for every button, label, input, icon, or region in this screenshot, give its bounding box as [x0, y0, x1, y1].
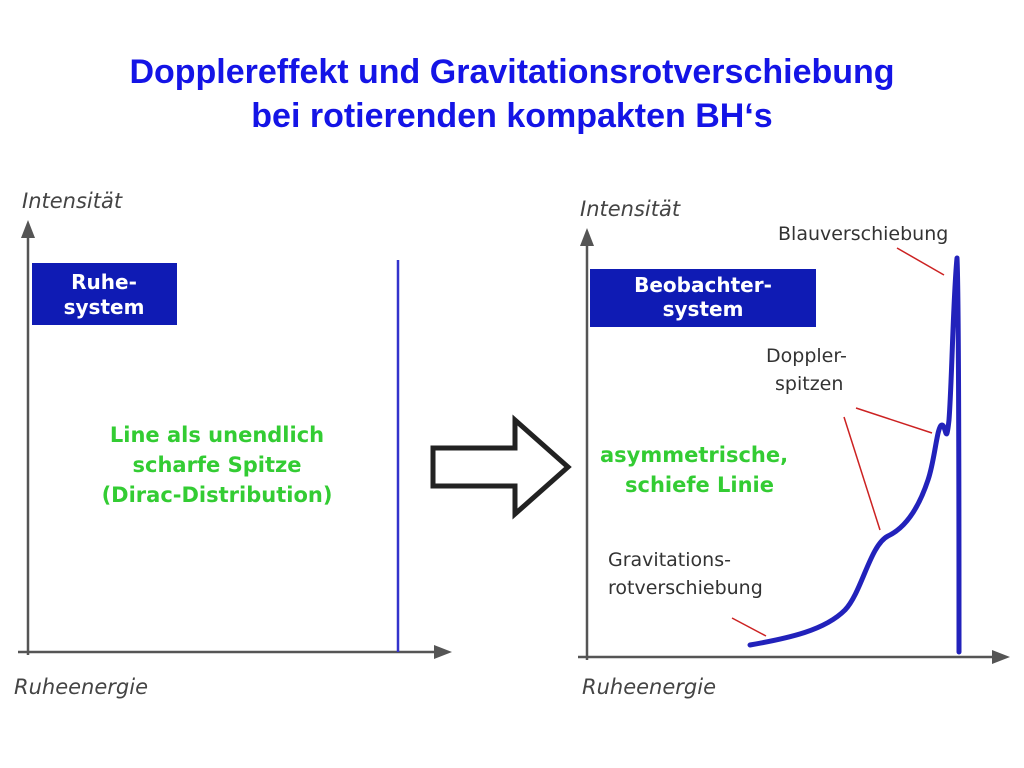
- title-line-1: Dopplereffekt und Gravitationsrotverschiebung: [129, 53, 895, 91]
- title-line-2: bei rotierenden kompakten BH‘s: [251, 97, 773, 135]
- right-x-arrowhead: [992, 650, 1010, 664]
- dirac-note-line-1: Line als unendlich: [109, 423, 325, 447]
- green-note-line-2: schiefe Linie: [625, 473, 774, 497]
- label-grav-2: rotverschiebung: [608, 577, 763, 599]
- dirac-note-line-3: (Dirac-Distribution): [101, 483, 333, 507]
- observer-system-line-1: Beobachter-: [634, 273, 772, 297]
- label-doppler-1: Doppler-: [766, 345, 847, 367]
- transition-arrow: [433, 420, 568, 514]
- right-x-label: Ruheenergie: [582, 675, 716, 699]
- rest-system-line-2: system: [63, 295, 145, 319]
- pointer-blueshift: [897, 248, 944, 275]
- label-blueshift: Blauverschiebung: [778, 223, 949, 245]
- label-grav-1: Gravitations-: [608, 549, 731, 571]
- right-y-arrowhead: [580, 228, 594, 246]
- pointer-redshift: [732, 618, 766, 636]
- left-panel: [14, 189, 452, 699]
- green-note-line-1: asymmetrische,: [600, 443, 789, 467]
- right-panel: [578, 197, 1010, 699]
- label-doppler-2: spitzen: [775, 373, 844, 395]
- pointer-asymmetric: [844, 417, 880, 530]
- rest-system-line-1: Ruhe-: [71, 270, 137, 294]
- pointer-doppler-peak: [856, 408, 932, 433]
- dirac-note-line-2: scharfe Spitze: [132, 453, 302, 477]
- left-x-arrowhead: [434, 645, 452, 659]
- observer-system-line-2: system: [662, 297, 744, 321]
- right-y-label: Intensität: [580, 197, 681, 221]
- left-x-label: Ruheenergie: [14, 675, 148, 699]
- left-y-label: Intensität: [22, 189, 123, 213]
- left-y-arrowhead: [21, 220, 35, 238]
